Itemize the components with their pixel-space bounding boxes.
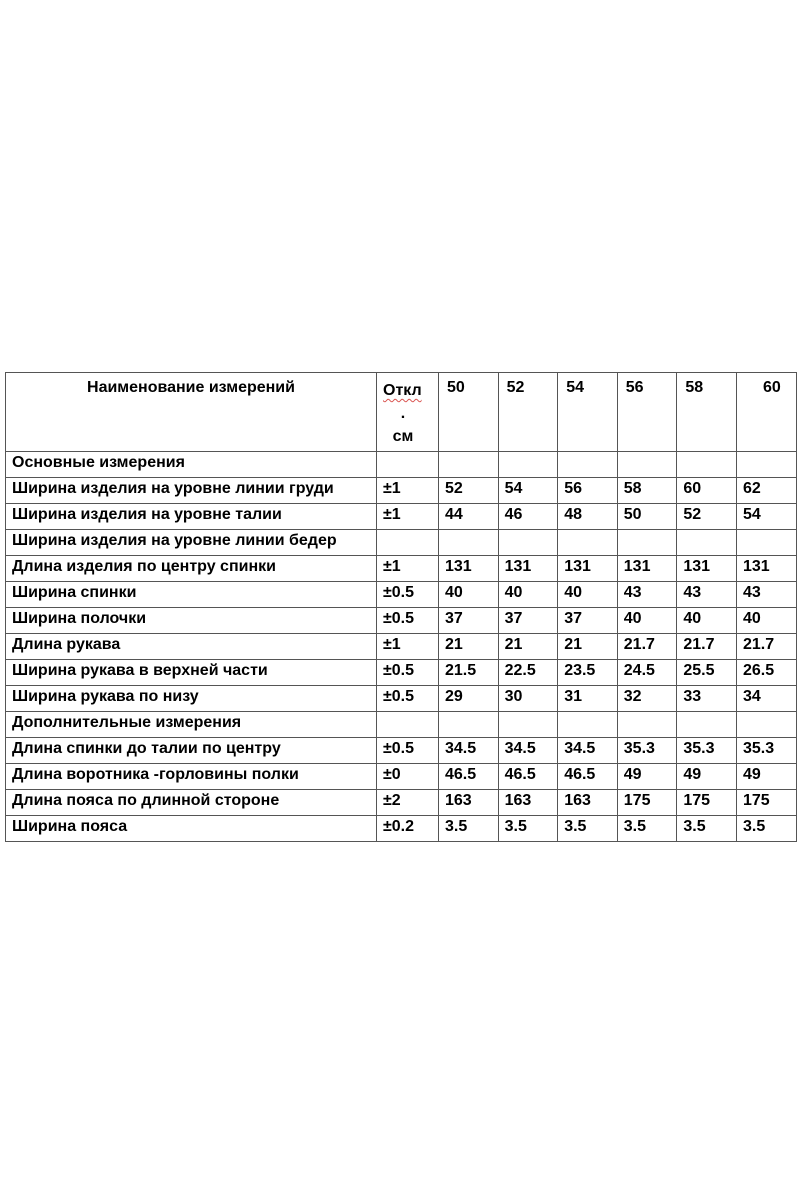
row-value-size-56: 40 <box>617 608 677 634</box>
row-value-size-58 <box>677 530 737 556</box>
header-size-50: 50 <box>439 373 499 452</box>
row-value-size-52: 34.5 <box>498 738 558 764</box>
row-value-size-50: 21 <box>439 634 499 660</box>
row-value-size-52: 163 <box>498 790 558 816</box>
row-tolerance: ±0.5 <box>377 686 439 712</box>
row-value-size-56: 3.5 <box>617 816 677 842</box>
row-value-size-54 <box>558 452 618 478</box>
row-value-size-56: 175 <box>617 790 677 816</box>
row-measurement-name: Длина воротника -горловины полки <box>6 764 377 790</box>
row-value-size-60: 49 <box>736 764 796 790</box>
row-value-size-52: 21 <box>498 634 558 660</box>
row-value-size-56: 49 <box>617 764 677 790</box>
row-measurement-name: Ширина изделия на уровне талии <box>6 504 377 530</box>
row-tolerance: ±0.5 <box>377 738 439 764</box>
header-size-58: 58 <box>677 373 737 452</box>
table-row <box>6 790 797 816</box>
row-value-size-60: 26.5 <box>736 660 796 686</box>
row-tolerance: ±0.2 <box>377 816 439 842</box>
header-tolerance-line3: см <box>392 428 414 445</box>
row-value-size-58: 49 <box>677 764 737 790</box>
row-value-size-54: 21 <box>558 634 618 660</box>
row-value-size-50: 29 <box>439 686 499 712</box>
row-value-size-52: 37 <box>498 608 558 634</box>
row-value-size-58: 43 <box>677 582 737 608</box>
table-row <box>6 556 797 582</box>
row-value-size-60: 40 <box>736 608 796 634</box>
row-value-size-54: 31 <box>558 686 618 712</box>
row-value-size-50: 163 <box>439 790 499 816</box>
header-tolerance-line2: . <box>400 405 406 422</box>
row-value-size-58: 35.3 <box>677 738 737 764</box>
header-size-56: 56 <box>617 373 677 452</box>
row-value-size-58: 33 <box>677 686 737 712</box>
row-value-size-54: 46.5 <box>558 764 618 790</box>
row-value-size-56: 32 <box>617 686 677 712</box>
row-value-size-50: 46.5 <box>439 764 499 790</box>
row-tolerance: ±0.5 <box>377 660 439 686</box>
row-value-size-58: 3.5 <box>677 816 737 842</box>
row-measurement-name: Ширина спинки <box>6 582 377 608</box>
row-tolerance: ±1 <box>377 478 439 504</box>
row-value-size-56 <box>617 712 677 738</box>
header-size-54: 54 <box>558 373 618 452</box>
row-value-size-50: 3.5 <box>439 816 499 842</box>
row-measurement-name: Длина спинки до талии по центру <box>6 738 377 764</box>
row-value-size-50: 131 <box>439 556 499 582</box>
row-value-size-58 <box>677 712 737 738</box>
row-value-size-52: 46 <box>498 504 558 530</box>
row-measurement-name: Ширина пояса <box>6 816 377 842</box>
row-value-size-60 <box>736 712 796 738</box>
row-tolerance: ±0.5 <box>377 608 439 634</box>
row-measurement-name: Дополнительные измерения <box>6 712 377 738</box>
row-measurement-name: Длина рукава <box>6 634 377 660</box>
row-value-size-60: 131 <box>736 556 796 582</box>
row-tolerance: ±2 <box>377 790 439 816</box>
header-measurement-name: Наименование измерений <box>6 373 377 452</box>
row-value-size-58: 52 <box>677 504 737 530</box>
row-tolerance: ±1 <box>377 556 439 582</box>
header-size-60: 60 <box>736 373 796 452</box>
row-value-size-60: 21.7 <box>736 634 796 660</box>
row-value-size-54: 163 <box>558 790 618 816</box>
row-value-size-52: 22.5 <box>498 660 558 686</box>
row-value-size-56: 35.3 <box>617 738 677 764</box>
table-row <box>6 686 797 712</box>
row-value-size-60: 175 <box>736 790 796 816</box>
header-tolerance-line1: Откл <box>383 382 422 399</box>
row-measurement-name: Основные измерения <box>6 452 377 478</box>
row-value-size-54: 56 <box>558 478 618 504</box>
table-row <box>6 452 797 478</box>
row-value-size-54: 3.5 <box>558 816 618 842</box>
row-value-size-60: 43 <box>736 582 796 608</box>
row-value-size-56: 21.7 <box>617 634 677 660</box>
table-row <box>6 712 797 738</box>
table-row <box>6 582 797 608</box>
row-value-size-58: 175 <box>677 790 737 816</box>
row-tolerance: ±0.5 <box>377 582 439 608</box>
row-tolerance: ±1 <box>377 634 439 660</box>
row-value-size-50: 21.5 <box>439 660 499 686</box>
row-value-size-58: 131 <box>677 556 737 582</box>
row-value-size-54: 48 <box>558 504 618 530</box>
row-value-size-52 <box>498 712 558 738</box>
row-value-size-50 <box>439 530 499 556</box>
row-tolerance <box>377 712 439 738</box>
table-row <box>6 478 797 504</box>
row-value-size-52: 30 <box>498 686 558 712</box>
row-value-size-54: 23.5 <box>558 660 618 686</box>
row-value-size-56: 131 <box>617 556 677 582</box>
row-value-size-56: 43 <box>617 582 677 608</box>
table-row <box>6 530 797 556</box>
table-header-row <box>6 373 797 452</box>
row-value-size-60: 35.3 <box>736 738 796 764</box>
row-tolerance: ±1 <box>377 504 439 530</box>
row-value-size-60: 62 <box>736 478 796 504</box>
row-value-size-54: 40 <box>558 582 618 608</box>
row-value-size-54 <box>558 712 618 738</box>
row-value-size-58: 21.7 <box>677 634 737 660</box>
row-value-size-50: 52 <box>439 478 499 504</box>
measurement-table <box>5 372 797 842</box>
row-value-size-50: 44 <box>439 504 499 530</box>
row-value-size-54: 37 <box>558 608 618 634</box>
row-value-size-58: 40 <box>677 608 737 634</box>
row-value-size-60 <box>736 452 796 478</box>
row-measurement-name: Ширина изделия на уровне линии груди <box>6 478 377 504</box>
row-tolerance <box>377 452 439 478</box>
row-value-size-52 <box>498 530 558 556</box>
table-row <box>6 816 797 842</box>
table-row <box>6 634 797 660</box>
row-value-size-60: 3.5 <box>736 816 796 842</box>
row-measurement-name: Ширина рукава по низу <box>6 686 377 712</box>
row-value-size-52: 131 <box>498 556 558 582</box>
table-row <box>6 608 797 634</box>
row-value-size-54: 131 <box>558 556 618 582</box>
row-value-size-56: 24.5 <box>617 660 677 686</box>
row-measurement-name: Ширина полочки <box>6 608 377 634</box>
table-row <box>6 738 797 764</box>
row-tolerance: ±0 <box>377 764 439 790</box>
row-measurement-name: Ширина изделия на уровне линии бедер <box>6 530 377 556</box>
table-row <box>6 764 797 790</box>
row-value-size-58 <box>677 452 737 478</box>
row-value-size-50: 34.5 <box>439 738 499 764</box>
row-value-size-52: 40 <box>498 582 558 608</box>
row-value-size-56: 58 <box>617 478 677 504</box>
table-row <box>6 504 797 530</box>
row-measurement-name: Длина изделия по центру спинки <box>6 556 377 582</box>
row-measurement-name: Ширина рукава в верхней части <box>6 660 377 686</box>
row-value-size-58: 25.5 <box>677 660 737 686</box>
row-value-size-52: 3.5 <box>498 816 558 842</box>
row-tolerance <box>377 530 439 556</box>
row-value-size-54 <box>558 530 618 556</box>
row-value-size-58: 60 <box>677 478 737 504</box>
row-value-size-50: 37 <box>439 608 499 634</box>
row-value-size-50 <box>439 452 499 478</box>
row-measurement-name: Длина пояса по длинной стороне <box>6 790 377 816</box>
table-row <box>6 660 797 686</box>
header-size-52: 52 <box>498 373 558 452</box>
row-value-size-56 <box>617 452 677 478</box>
row-value-size-50: 40 <box>439 582 499 608</box>
row-value-size-60: 54 <box>736 504 796 530</box>
header-tolerance <box>377 373 439 452</box>
row-value-size-54: 34.5 <box>558 738 618 764</box>
row-value-size-60 <box>736 530 796 556</box>
row-value-size-52: 54 <box>498 478 558 504</box>
row-value-size-56: 50 <box>617 504 677 530</box>
row-value-size-52: 46.5 <box>498 764 558 790</box>
row-value-size-60: 34 <box>736 686 796 712</box>
row-value-size-56 <box>617 530 677 556</box>
row-value-size-50 <box>439 712 499 738</box>
row-value-size-52 <box>498 452 558 478</box>
